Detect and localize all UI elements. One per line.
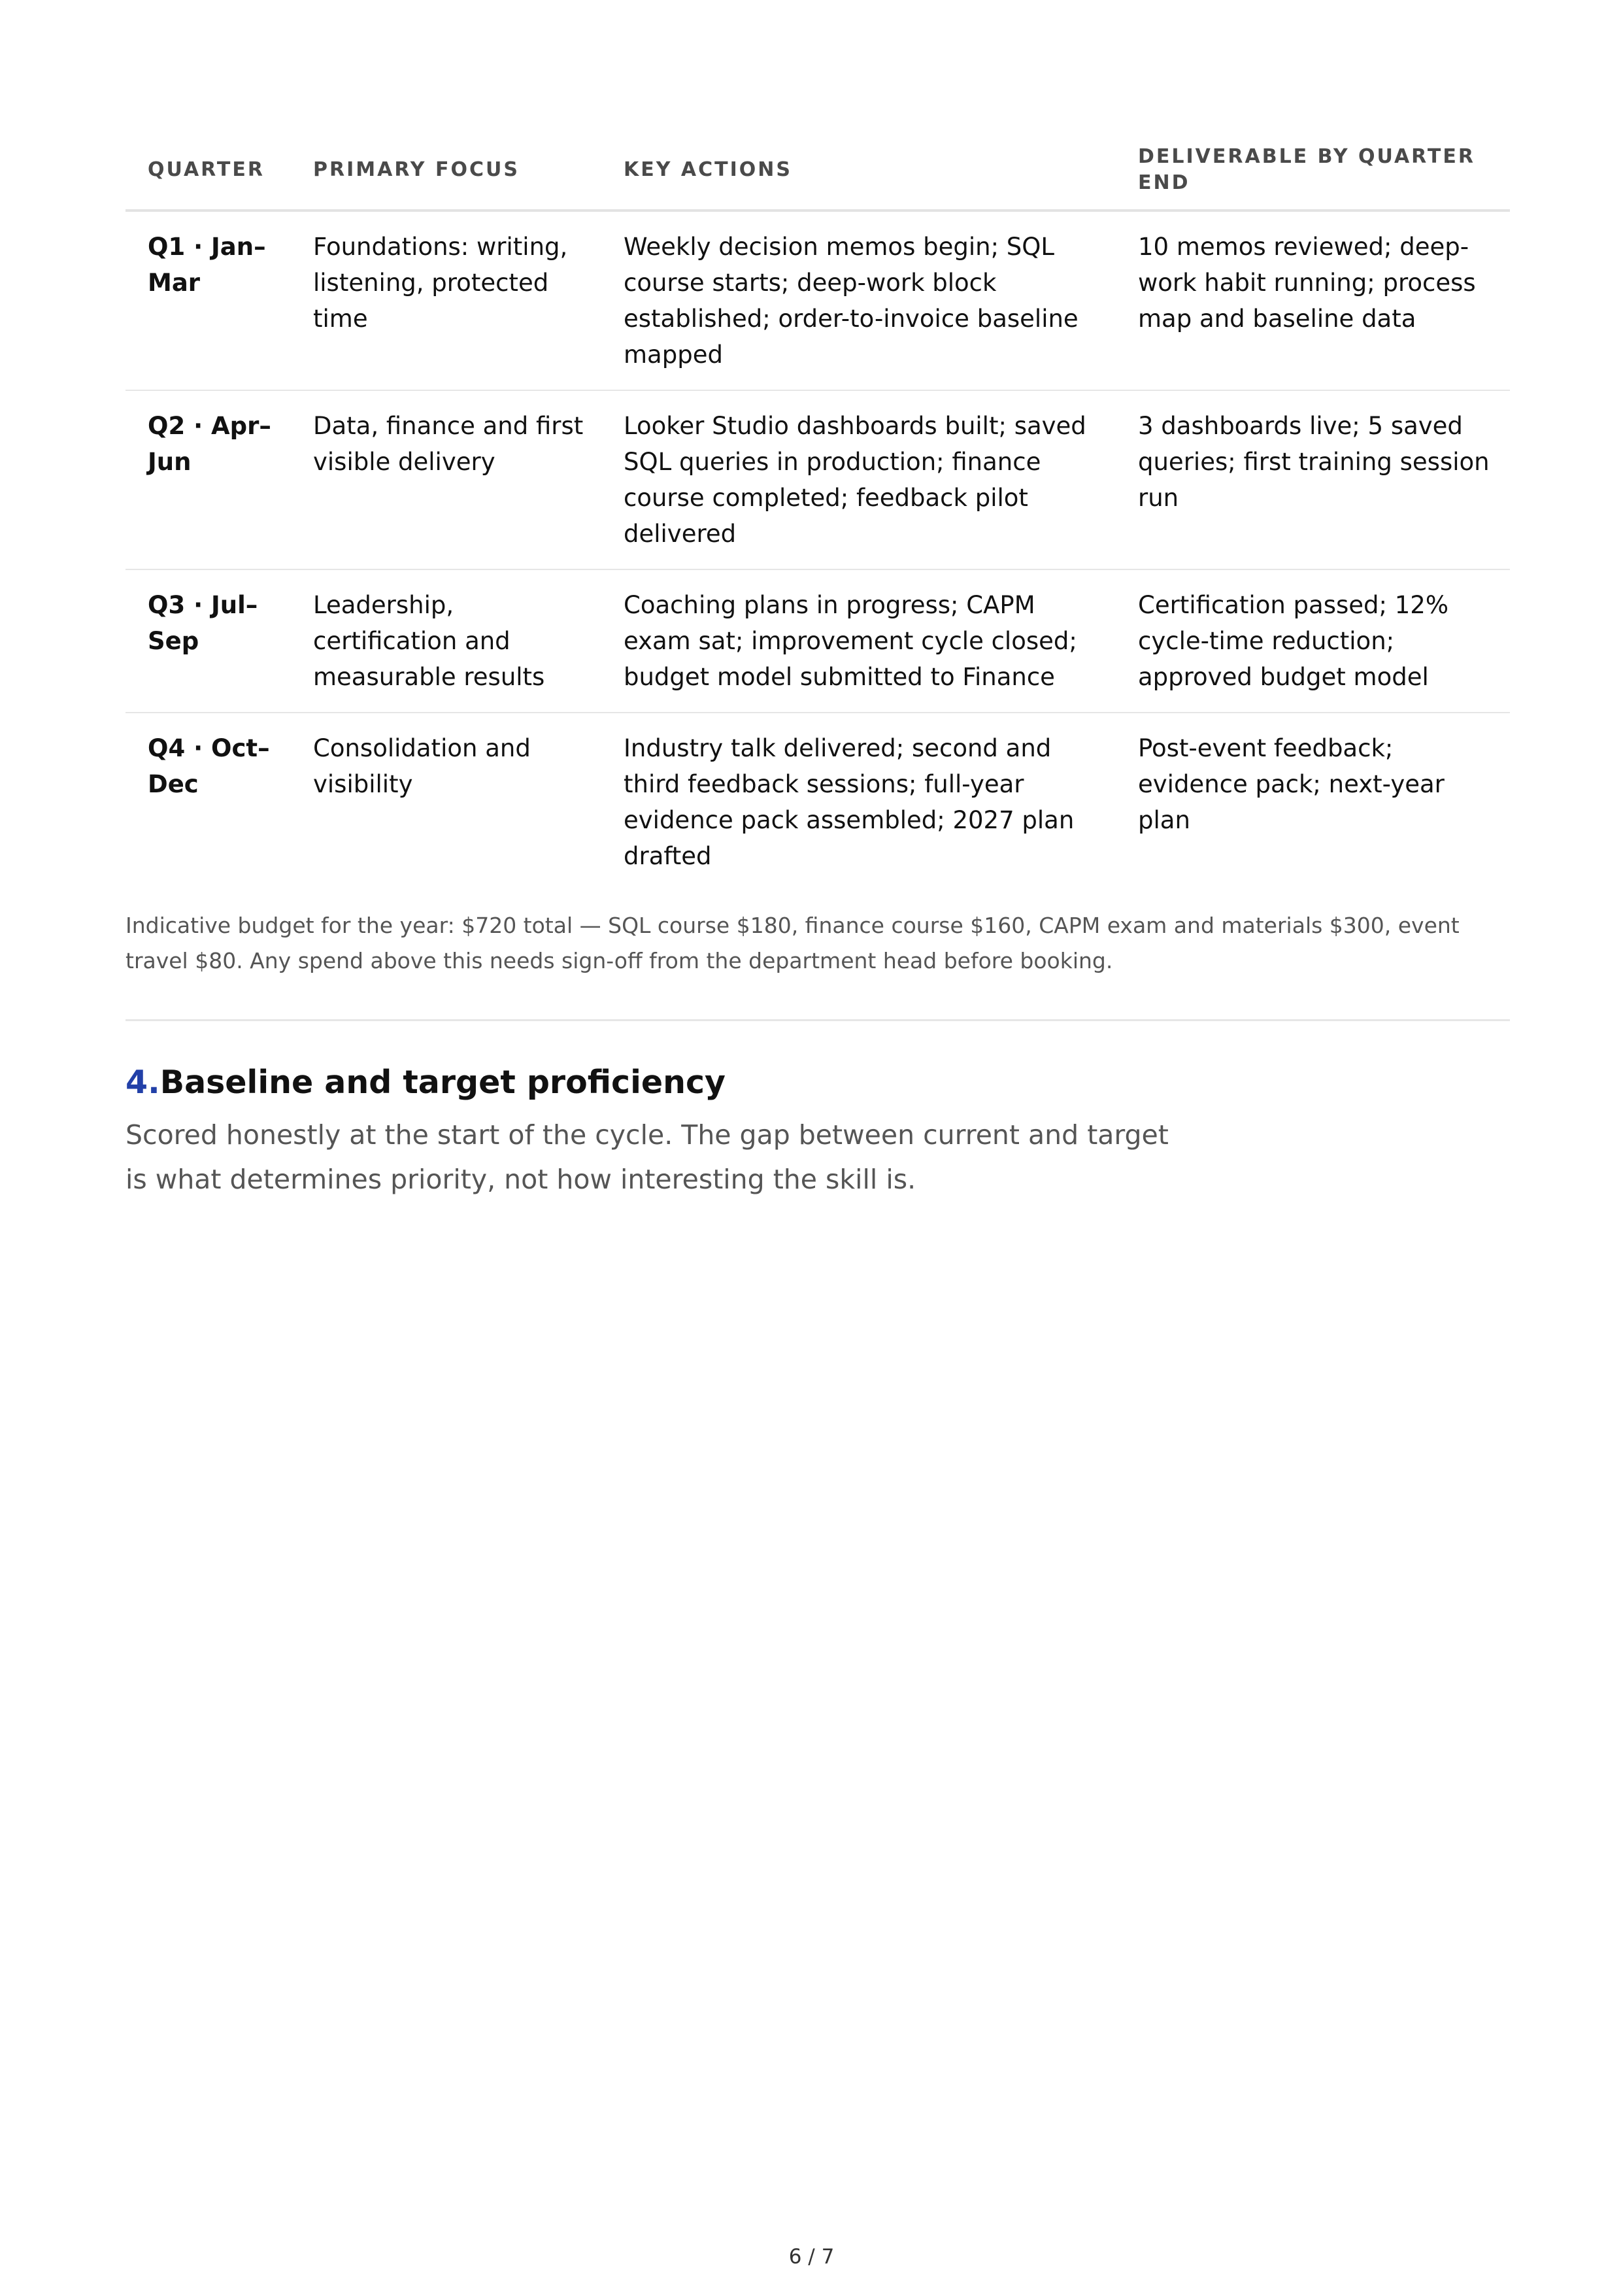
table-row	[125, 713, 1510, 891]
table-row	[125, 390, 1510, 569]
focus-cell: Consolidation and visibility	[313, 734, 531, 798]
quarterly-plan-table	[125, 131, 1510, 891]
section-divider	[125, 1019, 1510, 1021]
actions-cell: Weekly decision memos begin; SQL course starts; deep-work block established; order-to-invoice baseline mapped	[601, 211, 1116, 390]
page-content	[125, 131, 1510, 1202]
section-title: Baseline and target proficiency	[159, 1064, 726, 1101]
deliverable-cell: 3 dashboards live; 5 saved queries; first training session run	[1116, 390, 1510, 569]
deliverable-cell: 10 memos reviewed; deep-work habit running; process map and baseline data	[1116, 211, 1510, 390]
actions-cell: Looker Studio dashboards built; saved SQL queries in production; finance course completed; feedback pilot delivered	[601, 390, 1116, 569]
actions-cell: Industry talk delivered; second and third feedback sessions; full-year evidence pack assembled; 2027 plan drafted	[624, 734, 1075, 870]
table-row	[125, 211, 1510, 390]
focus-cell: Foundations: writing, listening, protected time	[291, 211, 601, 390]
quarter-cell: Q4 · Oct–Dec	[148, 734, 270, 798]
column-header-quarter: QUARTER	[125, 131, 291, 211]
table-row	[125, 569, 1510, 713]
deliverable-cell: Certification passed; 12% cycle-time reduction; approved budget model	[1116, 569, 1510, 713]
quarter-cell: Q1 · Jan–Mar	[125, 211, 291, 390]
section-number: 4.	[125, 1064, 160, 1101]
section-heading	[125, 1062, 1510, 1104]
focus-cell: Data, finance and first visible delivery	[291, 390, 601, 569]
table-header-row	[125, 131, 1510, 211]
deliverable-cell: Post-event feedback; evidence pack; next-year plan	[1138, 734, 1445, 834]
page-number: 6 / 7	[788, 2245, 835, 2269]
actions-cell: Coaching plans in progress; CAPM exam sat; improvement cycle closed; budget model submitted to Finance	[601, 569, 1116, 713]
focus-cell: Leadership, certification and measurable results	[291, 569, 601, 713]
quarter-cell: Q3 · Jul–Sep	[125, 569, 291, 713]
column-header-deliverable: DELIVERABLE BY QUARTER END	[1116, 131, 1510, 211]
column-header-key-actions: KEY ACTIONS	[601, 131, 1116, 211]
quarter-cell: Q2 · Apr–Jun	[125, 390, 291, 569]
budget-note: Indicative budget for the year: $720 total — SQL course $180, finance course $160, CAPM exam and materials $300, event travel $80. Any spend above this needs sign-off from the department head before booking.	[125, 913, 1460, 973]
column-header-primary-focus: PRIMARY FOCUS	[291, 131, 601, 211]
section-intro: Scored honestly at the start of the cycle. The gap between current and target is what determines priority, not how interesting the skill is.	[125, 1119, 1169, 1195]
